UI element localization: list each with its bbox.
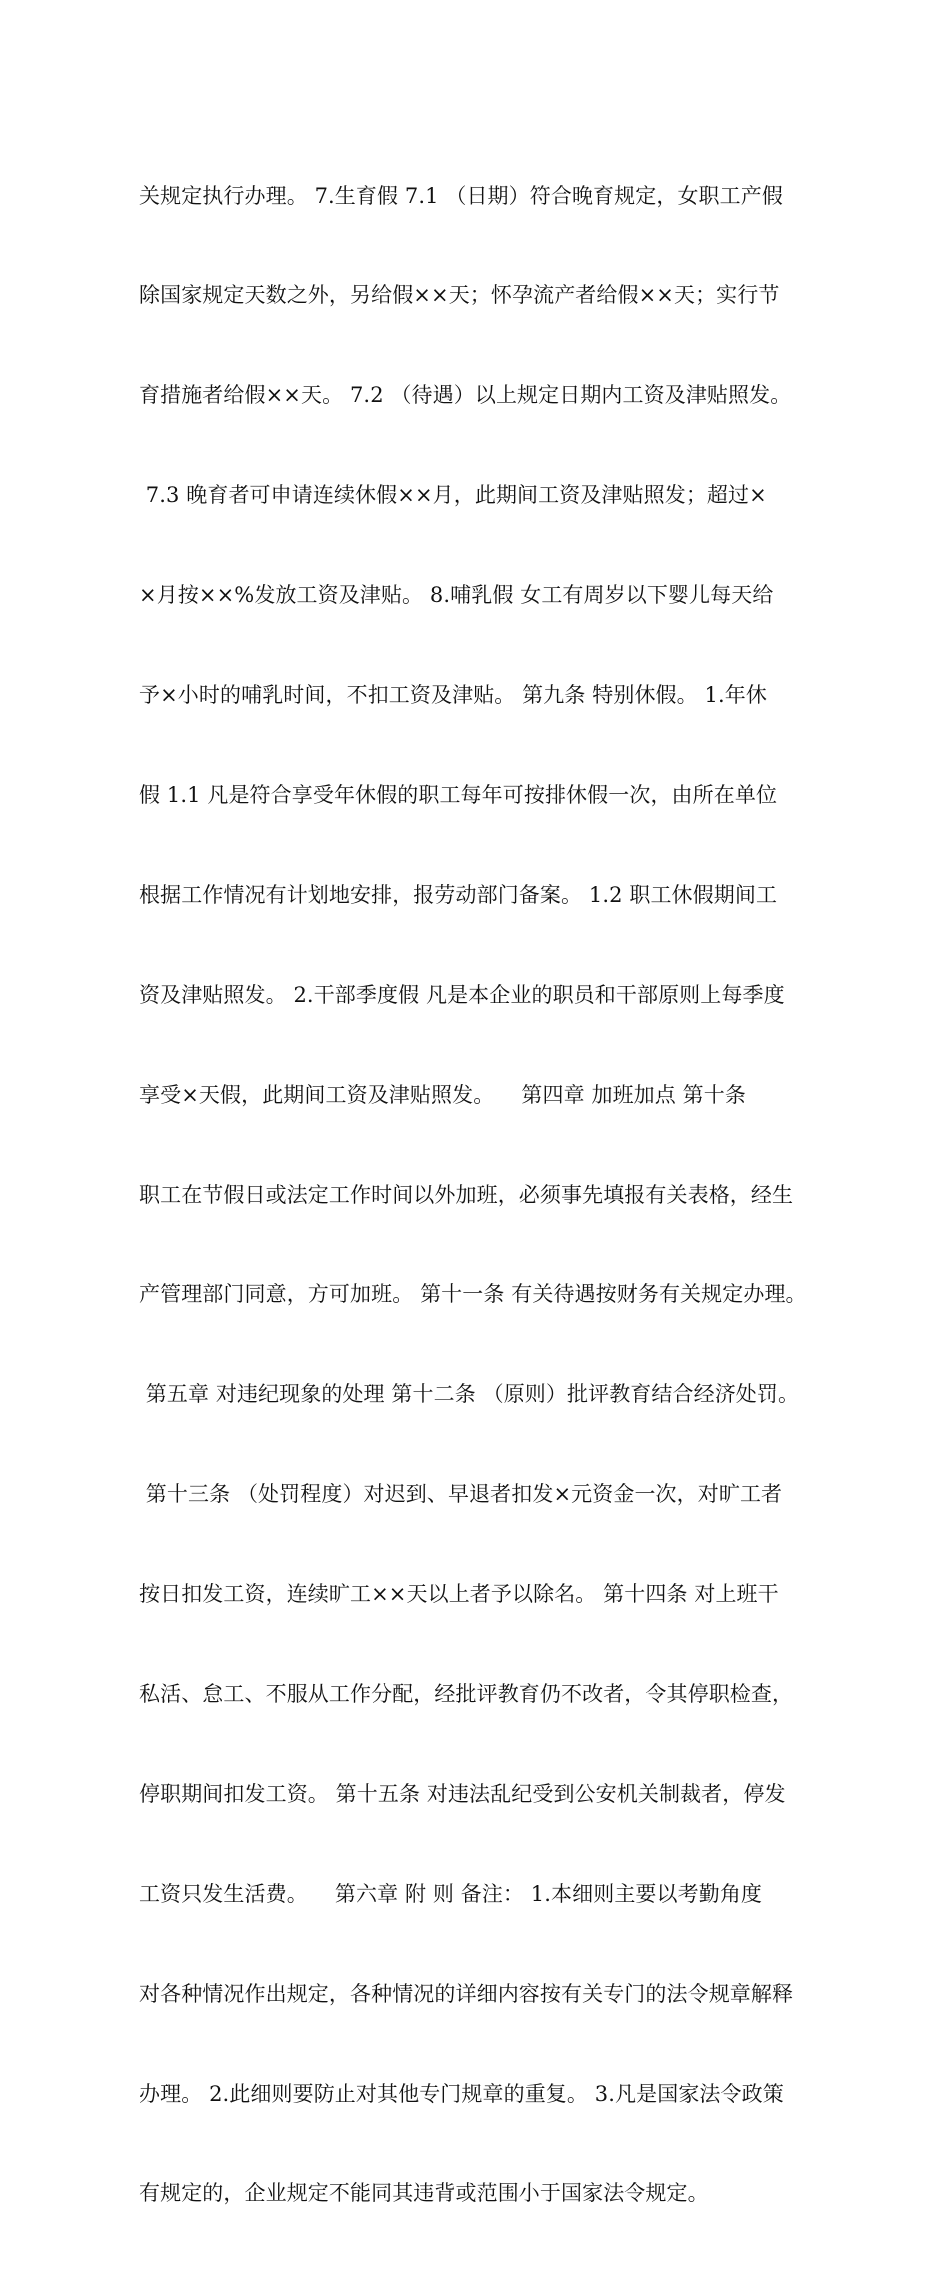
- text-line: 资及津贴照发。 2.干部季度假 凡是本企业的职员和干部原则上每季度: [139, 982, 785, 1007]
- text-line: 按日扣发工资，连续旷工××天以上者予以除名。 第十四条 对上班干: [139, 1582, 779, 1607]
- text-line: ×月按××%发放工资及津贴。 8.哺乳假 女工有周岁以下婴儿每天给: [139, 583, 774, 608]
- text-line: 育措施者给假××天。 7.2 （待遇）以上规定日期内工资及津贴照发。: [139, 383, 792, 408]
- text-line: 7.3 晚育者可申请连续休假××月，此期间工资及津贴照发；超过×: [139, 483, 767, 508]
- text-line: 予×小时的哺乳时间，不扣工资及津贴。 第九条 特别休假。 1.年休: [139, 683, 767, 708]
- document-body: [139, 113, 829, 2277]
- text-line: 对各种情况作出规定，各种情况的详细内容按有关专门的法令规章解释: [139, 1981, 794, 2006]
- text-line: 假 1.1 凡是符合享受年休假的职工每年可按排休假一次，由所在单位: [139, 782, 778, 807]
- text-line: 根据工作情况有计划地安排，报劳动部门备案。 1.2 职工休假期间工: [139, 882, 778, 907]
- text-line: 享受×天假，此期间工资及津贴照发。 第四章 加班加点 第十条: [139, 1082, 746, 1107]
- text-line: 关规定执行办理。 7.生育假 7.1 （日期）符合晚育规定，女职工产假: [139, 183, 783, 208]
- text-line: 私活、怠工、不服从工作分配，经批评教育仍不改者，令其停职检查，: [139, 1681, 794, 1706]
- text-line: 除国家规定天数之外，另给假××天；怀孕流产者给假××天；实行节: [139, 283, 780, 308]
- text-line: 工资只发生活费。 第六章 附 则 备注： 1.本细则主要以考勤角度: [139, 1881, 763, 1906]
- text-line: 产管理部门同意，方可加班。 第十一条 有关待遇按财务有关规定办理。: [139, 1282, 807, 1307]
- text-line: 职工在节假日或法定工作时间以外加班，必须事先填报有关表格，经生: [139, 1182, 794, 1207]
- text-line: 有规定的，企业规定不能同其违背或范围小于国家法令规定。: [139, 2181, 709, 2206]
- text-line: 办理。 2.此细则要防止对其他专门规章的重复。 3.凡是国家法令政策: [139, 2081, 784, 2106]
- text-line: 停职期间扣发工资。 第十五条 对违法乱纪受到公安机关制裁者，停发: [139, 1781, 786, 1806]
- text-line: 第十三条 （处罚程度）对迟到、早退者扣发×元资金一次，对旷工者: [139, 1482, 783, 1507]
- text-line: 第五章 对违纪现象的处理 第十二条 （原则）批评教育结合经济处罚。: [139, 1382, 800, 1407]
